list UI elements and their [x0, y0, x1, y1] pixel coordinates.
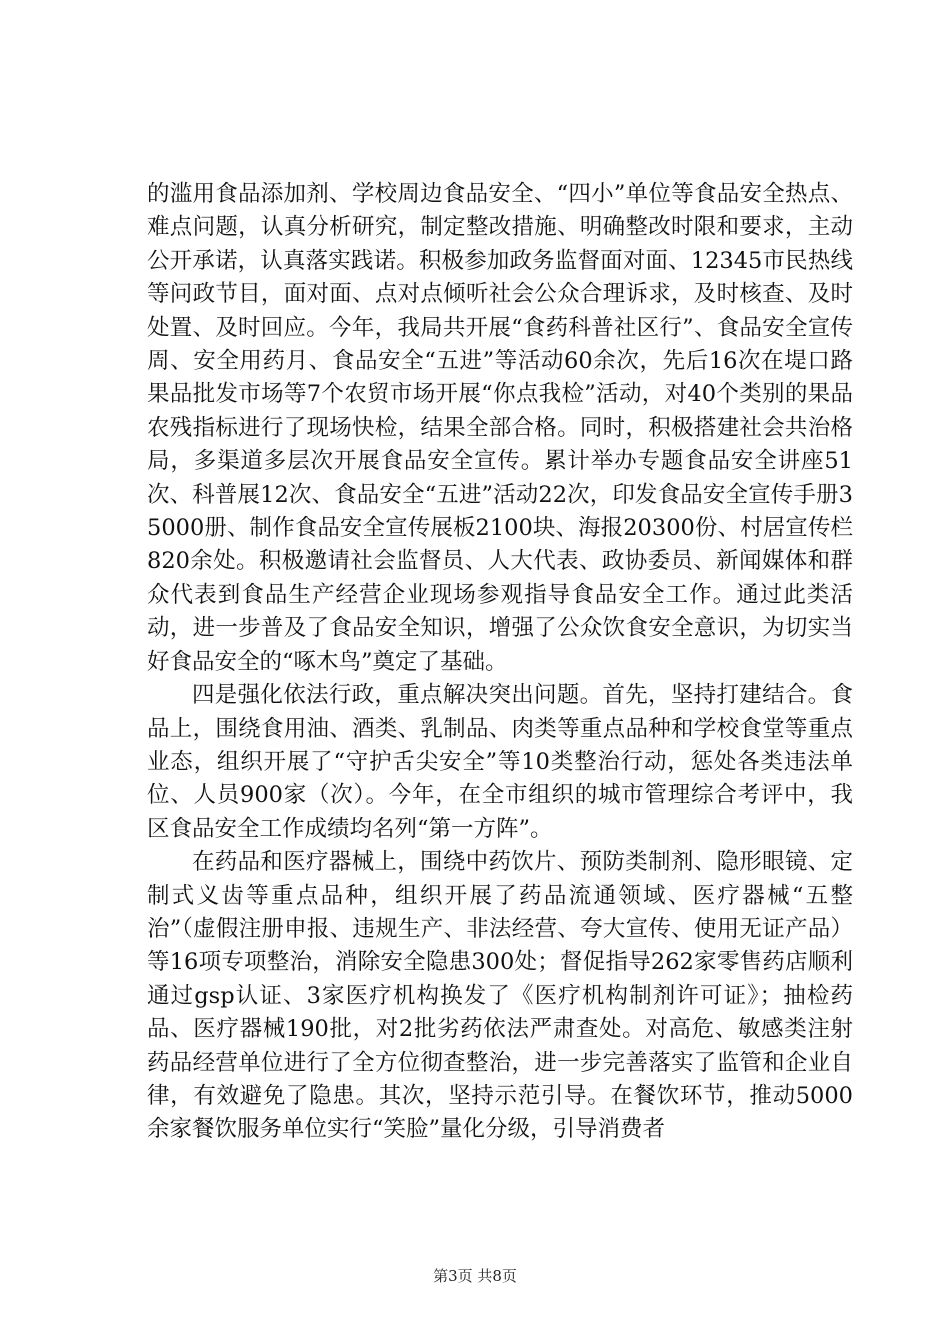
paragraph-3: 在药品和医疗器械上，围绕中药饮片、预防类制剂、隐形眼镜、定制式义齿等重点品种，组织开展了药品流通领域、医疗器械“五整治”（虚假注册申报、违规生产、非法经营、夸大宣传、使用无证产品）等16项专项整治，消除安全隐患300处；督促指导262家零售药店顺利通过gsp认证、3家医疗机构换发了《医疗机构制剂许可证》；抽检药品、医疗器械190批，对2批劣药依法严肃查处。对高危、敏感类注射药品经营单位进行了全方位彻查整治，进一步完善落实了监管和企业自律，有效避免了隐患。其次，坚持示范引导。在餐饮环节，推动5000余家餐饮服务单位实行“笑脸”量化分级，引导消费者 — [147, 849, 853, 1143]
paragraph-1: 的滥用食品添加剂、学校周边食品安全、“四小”单位等食品安全热点、难点问题，认真分析研究，制定整改措施、明确整改时限和要求，主动公开承诺，认真落实践诺。积极参加政务监督面对面、12345市民热线等问政节目，面对面、点对点倾听社会公众合理诉求，及时核查、及时处置、及时回应。今年，我局共开展“食药科普社区行”、食品安全宣传周、安全用药月、食品安全“五进”等活动60余次，先后16次在堤口路果品批发市场等7个农贸市场开展“你点我检”活动，对40个类别的果品农残指标进行了现场快检，结果全部合格。同时，积极搭建社会共治格局，多渠道多层次开展食品安全宣传。累计举办专题食品安全讲座51次、科普展12次、食品安全“五进”活动22次，印发食品安全宣传手册35000册、制作食品安全宣传展板2100块、海报20300份、村居宣传栏820余处。积极邀请社会监督员、人大代表、政协委员、新闻媒体和群众代表到食品生产经营企业现场参观指导食品安全工作。通过此类活动，进一步普及了食品安全知识，增强了公众饮食安全意识，为切实当好食品安全的“啄木鸟”奠定了基础。 — [147, 181, 853, 675]
paragraph-2: 四是强化依法行政，重点解决突出问题。首先，坚持打建结合。食品上，围绕食用油、酒类、乳制品、肉类等重点品种和学校食堂等重点业态，组织开展了“守护舌尖安全”等10类整治行动，惩处各类违法单位、人员900家（次）。今年，在全市组织的城市管理综合考评中，我区食品安全工作成绩均名列“第一方阵”。 — [147, 682, 853, 842]
document-body — [147, 178, 853, 1147]
page-number-footer: 第3页 共8页 — [433, 1267, 517, 1285]
